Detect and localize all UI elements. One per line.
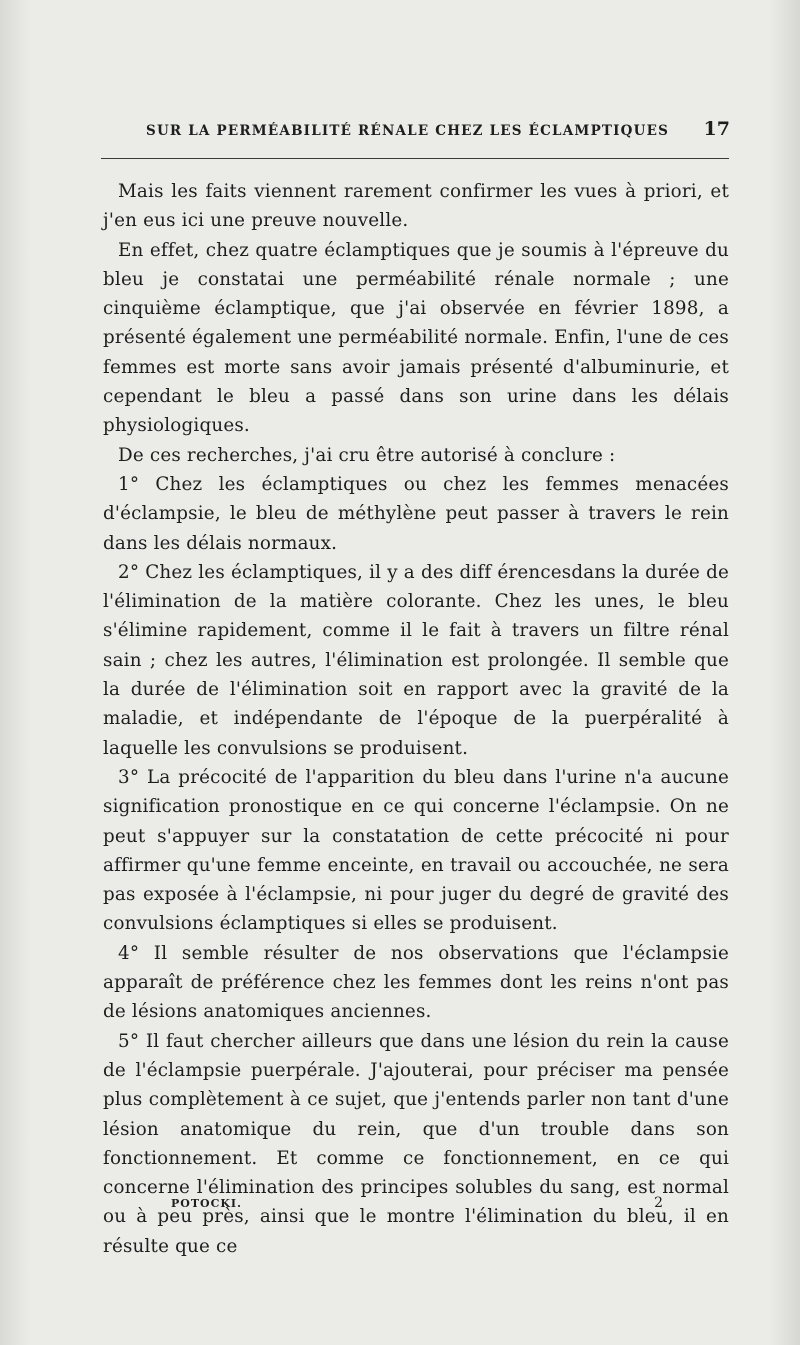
signature-mark: POTOCKI. [171, 1197, 242, 1210]
signature-number: 2 [654, 1195, 663, 1211]
paragraph: En effet, chez quatre éclamptiques que je soumis à l'épreuve du bleu je constatai une perméabilité rénale normale ; une cinquième éclamptique, que j'ai observée en février 1898, a présenté également une perméabilité normale. Enfin, l'une de ces femmes est morte sans avoir jamais présenté d'albuminurie, et cependant le bleu a passé dans son urine dans les délais physiologiques. [103, 239, 729, 437]
paragraph: 1° Chez les éclamptiques ou chez les femmes menacées d'éclampsie, le bleu de méthylène peut passer à travers le rein dans les délais normaux. [103, 473, 729, 554]
paragraph: Mais les faits viennent rarement confirmer les vues à priori, et j'en eus ici une preuve nouvelle. [103, 181, 729, 232]
paragraph: De ces recherches, j'ai cru être autorisé à conclure : [118, 444, 616, 466]
paragraph: 4° Il semble résulter de nos observations que l'éclampsie apparaît de préférence chez les femmes dont les reins n'ont pas de lésions anatomiques anciennes. [103, 942, 729, 1023]
page-header [102, 118, 730, 144]
paragraph: 2° Chez les éclamptiques, il y a des diff érencesdans la durée de l'élimination de la matière colorante. Chez les unes, le bleu s'élimine rapidement, comme il le fait à travers un filtre rénal sain ; chez les autres, l'élimination est prolongée. Il semble que la durée de l'élimination soit en rapport avec la gravité de la maladie, et indépendante de l'époque de la puerpéralité à laquelle les convulsions se produisent. [103, 561, 729, 759]
page-number: 17 [703, 118, 730, 140]
page-footer [103, 1195, 729, 1211]
header-rule [101, 158, 729, 159]
paragraph: 5° Il faut chercher ailleurs que dans une lésion du rein la cause de l'éclampsie puerpérale. J'ajouterai, pour préciser ma pensée plus complètement à ce sujet, que j'entends parler non tant d'une lésion anatomique du rein, que d'un trouble dans son fonctionnement. Et comme ce fonctionnement, en ce qui concerne l'élimination des principes solubles du sang, est normal ou à peu près, ainsi que le montre l'élimination du bleu, il en résulte que ce [103, 1030, 729, 1257]
paragraph: 3° La précocité de l'apparition du bleu dans l'urine n'a aucune signification pronostique en ce qui concerne l'éclampsie. On ne peut s'appuyer sur la constatation de cette précocité ni pour affirmer qu'une femme enceinte, en travail ou accouchée, ne sera pas exposée à l'éclampsie, ni pour juger du degré de gravité des convulsions éclamptiques si elles se produisent. [103, 766, 729, 935]
body-text [103, 177, 729, 1261]
running-title: SUR LA PERMÉABILITÉ RÉNALE CHEZ LES ÉCLAMPTIQUES [146, 123, 670, 139]
